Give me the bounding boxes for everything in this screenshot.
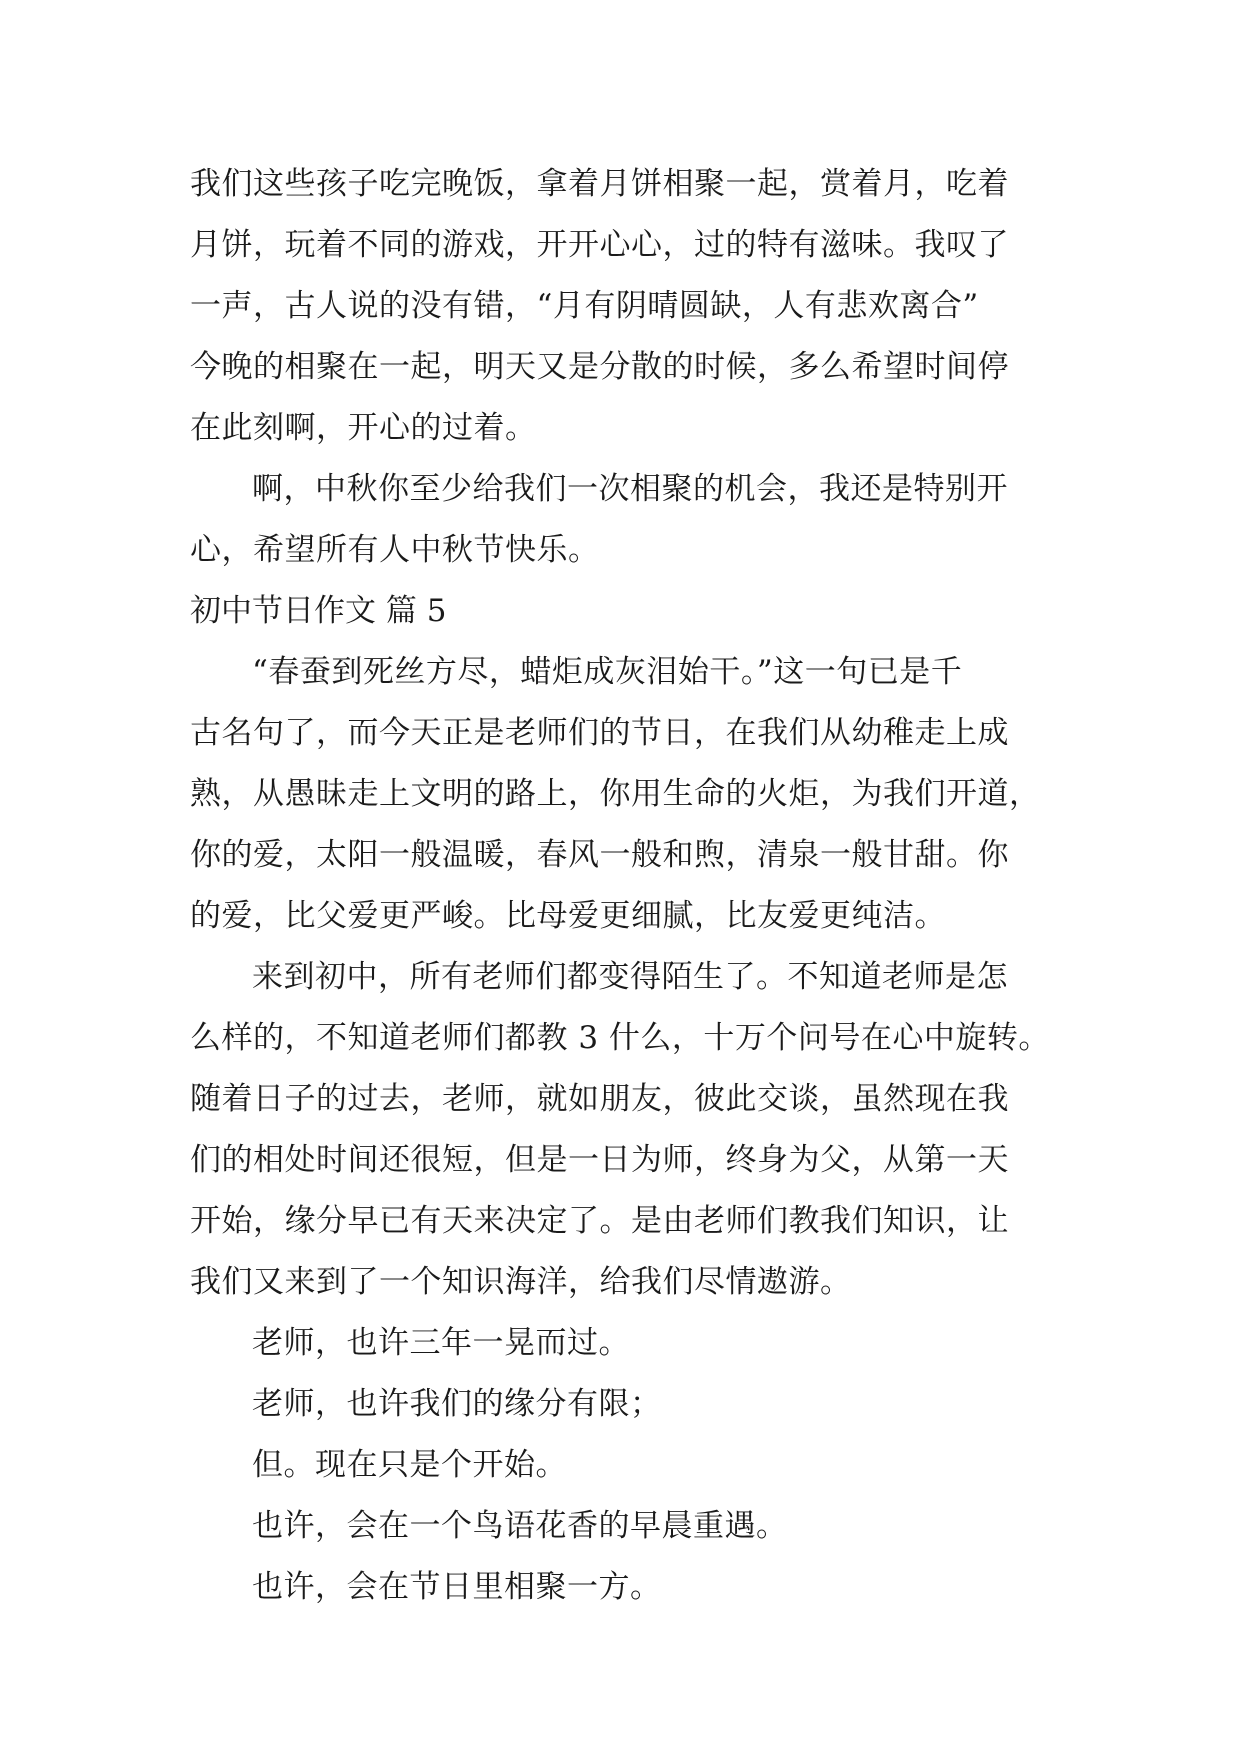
paragraph-line: 么样的，不知道老师们都教 3 什么，十万个问号在心中旋转。 [190, 1020, 1050, 1056]
paragraph-line: 月饼，玩着不同的游戏，开开心心，过的特有滋味。我叹了 [190, 227, 1009, 263]
paragraph-line: 在此刻啊，开心的过着。 [190, 410, 537, 446]
paragraph-line: 心，希望所有人中秋节快乐。 [190, 532, 600, 568]
paragraph-line: 老师，也许我们的缘分有限； [252, 1386, 662, 1422]
paragraph-line: 我们这些孩子吃完晚饭，拿着月饼相聚一起，赏着月，吃着 [190, 166, 1009, 202]
paragraph-line: 啊，中秋你至少给我们一次相聚的机会，我还是特别开 [252, 471, 1008, 507]
paragraph-line: 们的相处时间还很短，但是一日为师，终身为父，从第一天 [190, 1142, 1009, 1178]
paragraph-line: 随着日子的过去，老师，就如朋友，彼此交谈，虽然现在我 [190, 1081, 1009, 1117]
paragraph-line: 我们又来到了一个知识海洋，给我们尽情遨游。 [190, 1264, 852, 1300]
paragraph-line: 但。现在只是个开始。 [252, 1447, 567, 1483]
paragraph-line: 熟，从愚昧走上文明的路上，你用生命的火炬，为我们开道， [190, 776, 1041, 812]
paragraph-line: 今晚的相聚在一起，明天又是分散的时候，多么希望时间停 [190, 349, 1009, 385]
paragraph-line: 老师，也许三年一晃而过。 [252, 1325, 630, 1361]
paragraph-line: 开始，缘分早已有天来决定了。是由老师们教我们知识，让 [190, 1203, 1009, 1239]
paragraph-line: 也许，会在一个鸟语花香的早晨重遇。 [252, 1508, 788, 1544]
paragraph-line: 也许，会在节日里相聚一方。 [252, 1569, 662, 1605]
paragraph-line: 你的爱，太阳一般温暖，春风一般和煦，清泉一般甘甜。你 [190, 837, 1009, 873]
section-heading: 初中节日作文 篇 5 [190, 593, 447, 629]
paragraph-line: 的爱，比父爱更严峻。比母爱更细腻，比友爱更纯洁。 [190, 898, 946, 934]
paragraph-line: 来到初中，所有老师们都变得陌生了。不知道老师是怎 [252, 959, 1008, 995]
paragraph-line: “春蚕到死丝方尽，蜡炬成灰泪始干。”这一句已是千 [252, 654, 963, 690]
paragraph-line: 古名句了，而今天正是老师们的节日，在我们从幼稚走上成 [190, 715, 1009, 751]
paragraph-line: 一声，古人说的没有错，“月有阴晴圆缺，人有悲欢离合” [190, 288, 979, 324]
